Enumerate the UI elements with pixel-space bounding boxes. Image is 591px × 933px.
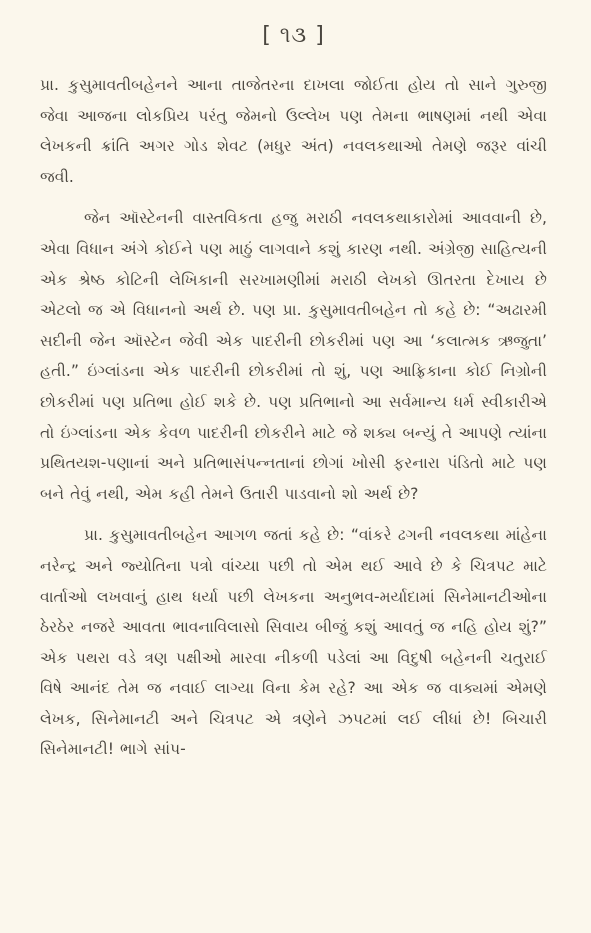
page-number: [ ૧૩ ]	[262, 23, 325, 48]
paragraph-2: જેન ઑસ્ટેનની વાસ્તવિકતા હજુ મરાઠી નવલકથાકારોમાં આવવાની છે, એવા વિધાન અંગે કોઈને પણ માઠું લાગવાને કશું કારણ નથી. અંગ્રેજી સાહિત્યની એક શ્રેષ્ઠ કોટિની લેખિકાની સરખામણીમાં મરાઠી લેખકો ઊતરતા દેખાય છે એટલો જ એ વિધાનનો અર્થ છે. પણ પ્રા. કુસુમાવતીબહેન તો કહે છે: “અઢારમી સદીની જેન ઑસ્ટેન જેવી એક પાદરીની છોકરીમાં પણ આ ‘કલાત્મક ઋજુતા’ હતી.” ઇંગ્લાંડના એક પાદરીની છોકરીમાં તો શું, પણ આફ્રિકાના કોઈ નિગ્રોની છોકરીમાં પણ પ્રતિભા હોઈ શકે છે. પણ પ્રતિભાનો આ સર્વમાન્ય ધર્મ સ્વીકારીએ તો ઇંગ્લાંડના એક કેવળ પાદરીની છોકરીને માટે જે શક્ય બન્યું તે આપણે ત્યાંના પ્રથિતયશ-પણાનાં અને પ્રતિભાસંપન્નતાનાં છોગાં ખોસી ફરનારા પંડિતો માટે પણ બને તેવું નથી, એમ કહી તેમને ઉતારી પાડવાનો શો અર્થ છે?	[40, 209, 547, 503]
paragraph-3: પ્રા. કુસુમાવતીબહેન આગળ જતાં કહે છે: “વાંકરે ઢગની નવલકથા માંહેના નરેન્દ્ર અને જ્યોતિના પત્રો વાંચ્યા પછી તો એમ થઈ આવે છે કે ચિત્રપટ માટે વાર્તાઓ લખવાનું હાથ ધર્યા પછી લેખકના અનુભવ-મર્યાદામાં સિનેમાનટીઓના ઠેરઠેર નજરે આવતા ભાવનાવિલાસો સિવાય બીજું કશું આવતું જ નહિ હોય શું?” એક પથરા વડે ત્રણ પક્ષીઓ મારવા નીકળી પડેલાં આ વિદુષી બહેનની ચતુરાઈ વિષે આનંદ તેમ જ નવાઈ લાગ્યા વિના કેમ રહે? આ એક જ વાક્યમાં એમણે લેખક, સિનેમાનટી અને ચિત્રપટ એ ત્રણેને ઝપટમાં લઈ લીધાં છે! બિચારી સિનેમાનટી! ભાગે સાંપ-	[40, 526, 547, 759]
paragraph-1: પ્રા. કુસુમાવતીબહેનને આના તાજેતરના દાખલા જોઈતા હોય તો સાને ગુરુજી જેવા આજના લોકપ્રિય પરંતુ જેમનો ઉલ્લેખ પણ તેમના ભાષણમાં નથી એવા લેખકની ક્રાંતિ અગર ગોડ શેવટ (મધુર અંત) નવલકથાઓ તેમણે જરૂર વાંચી જવી.	[40, 76, 547, 186]
